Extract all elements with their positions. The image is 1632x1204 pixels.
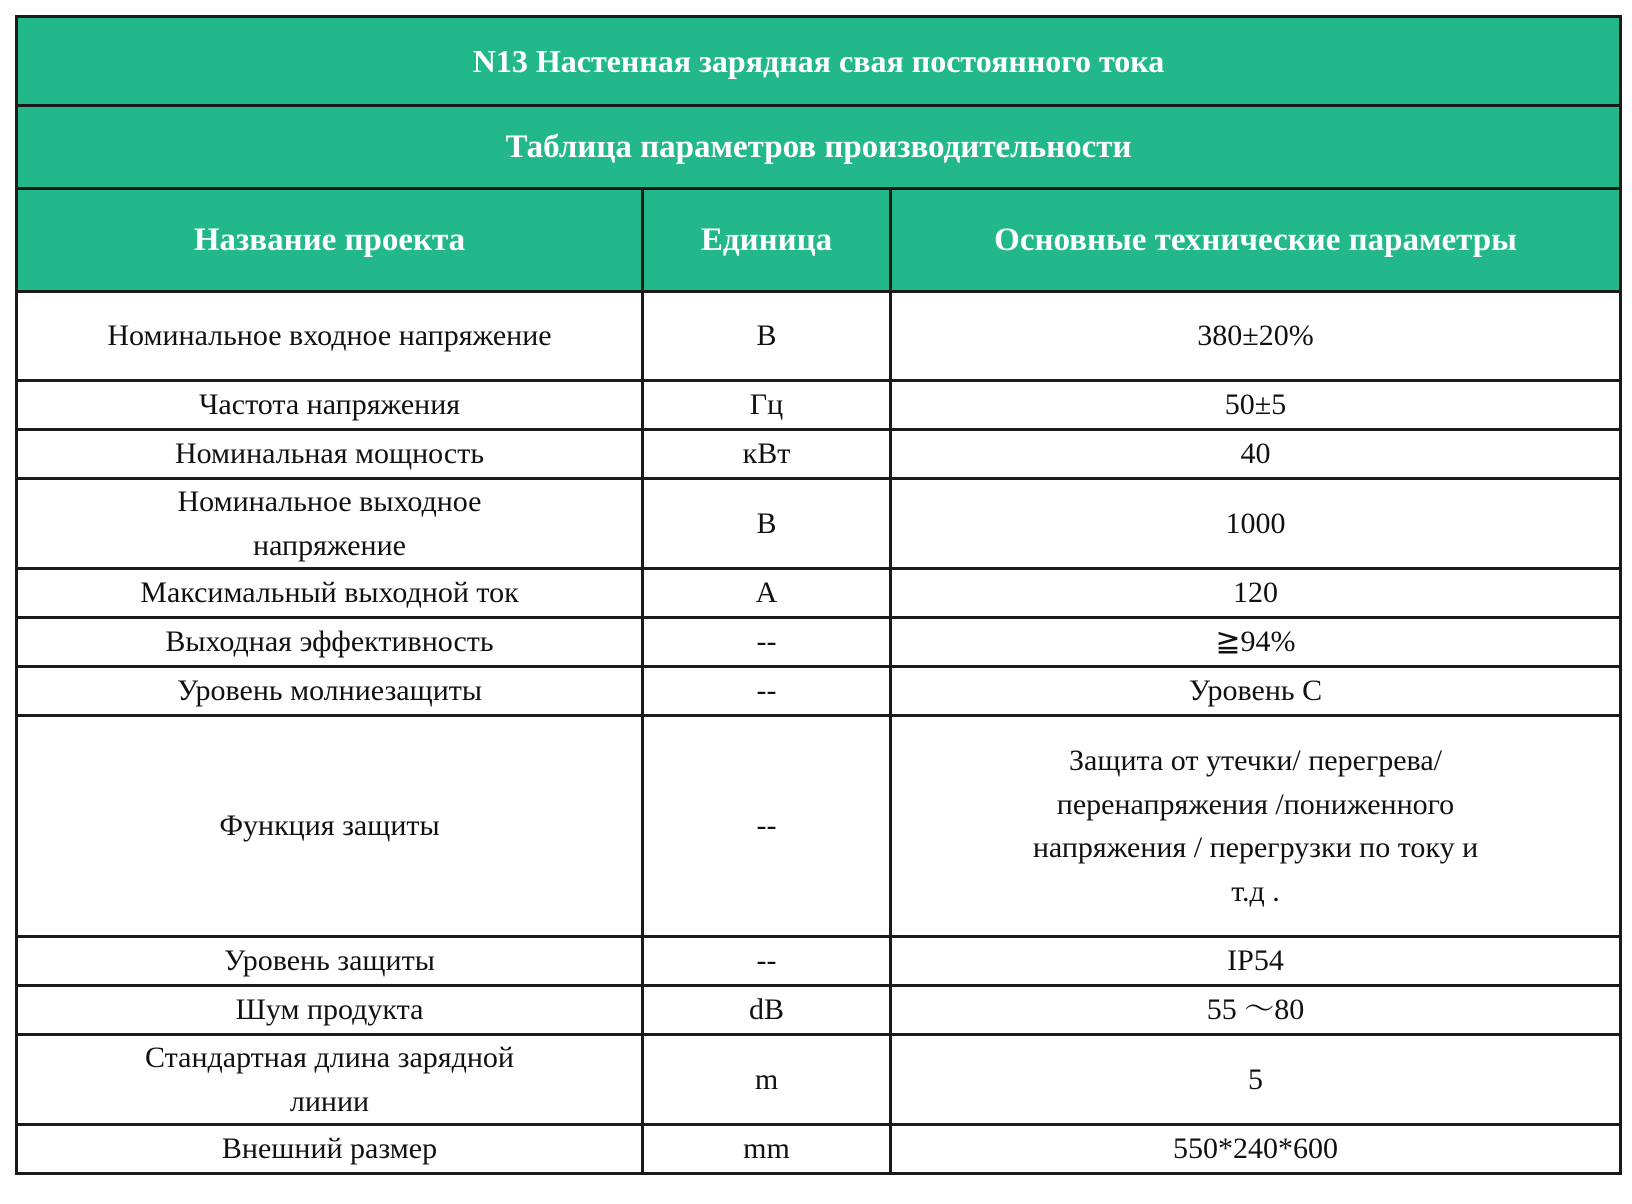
column-header-row — [17, 189, 1621, 292]
param-unit: -- — [643, 716, 891, 937]
param-unit: В — [643, 479, 891, 569]
param-name: Внешний размер — [17, 1125, 643, 1174]
param-unit: А — [643, 569, 891, 618]
column-header-value: Основные технические параметры — [891, 189, 1621, 292]
table-row — [17, 618, 1621, 667]
table-row — [17, 1125, 1621, 1174]
param-value: ≧94% — [891, 618, 1621, 667]
subtitle-row — [17, 106, 1621, 189]
param-name: Функция защиты — [17, 716, 643, 937]
param-value: Уровень С — [891, 667, 1621, 716]
title-row — [17, 17, 1621, 106]
param-value: 550*240*600 — [891, 1125, 1621, 1174]
table-row — [17, 381, 1621, 430]
param-unit: В — [643, 292, 891, 381]
param-name: Номинальное выходное напряжение — [17, 479, 643, 569]
param-name: Выходная эффективность — [17, 618, 643, 667]
param-unit: m — [643, 1035, 891, 1125]
param-value: 120 — [891, 569, 1621, 618]
spec-table-container — [15, 15, 1619, 1175]
table-row — [17, 937, 1621, 986]
param-name: Номинальная мощность — [17, 430, 643, 479]
table-subtitle: Таблица параметров производительности — [17, 106, 1621, 189]
param-name: Уровень молниезащиты — [17, 667, 643, 716]
table-row — [17, 569, 1621, 618]
table-row — [17, 430, 1621, 479]
param-value: 380±20% — [891, 292, 1621, 381]
column-header-name: Название проекта — [17, 189, 643, 292]
param-unit: mm — [643, 1125, 891, 1174]
table-row — [17, 667, 1621, 716]
table-title: N13 Настенная зарядная свая постоянного тока — [17, 17, 1621, 106]
param-name: Стандартная длина зарядной линии — [17, 1035, 643, 1125]
table-row — [17, 1035, 1621, 1125]
table-row — [17, 479, 1621, 569]
param-unit: Гц — [643, 381, 891, 430]
param-unit: -- — [643, 667, 891, 716]
param-unit: -- — [643, 937, 891, 986]
param-value: Защита от утечки/ перегрева/ перенапряжения /пониженного напряжения / перегрузки по току и т.д . — [891, 716, 1621, 937]
param-unit: -- — [643, 618, 891, 667]
column-header-unit: Единица — [643, 189, 891, 292]
param-unit: кВт — [643, 430, 891, 479]
param-name: Максимальный выходной ток — [17, 569, 643, 618]
param-name: Частота напряжения — [17, 381, 643, 430]
spec-table — [15, 15, 1622, 1175]
param-value: 5 — [891, 1035, 1621, 1125]
table-row — [17, 986, 1621, 1035]
table-row — [17, 716, 1621, 937]
param-unit: dB — [643, 986, 891, 1035]
param-name: Уровень защиты — [17, 937, 643, 986]
param-value: 40 — [891, 430, 1621, 479]
param-value: 50±5 — [891, 381, 1621, 430]
param-name: Номинальное входное напряжение — [17, 292, 643, 381]
param-value: 1000 — [891, 479, 1621, 569]
param-name: Шум продукта — [17, 986, 643, 1035]
param-value: 55 ～80 — [891, 986, 1621, 1035]
param-value: IP54 — [891, 937, 1621, 986]
table-row — [17, 292, 1621, 381]
